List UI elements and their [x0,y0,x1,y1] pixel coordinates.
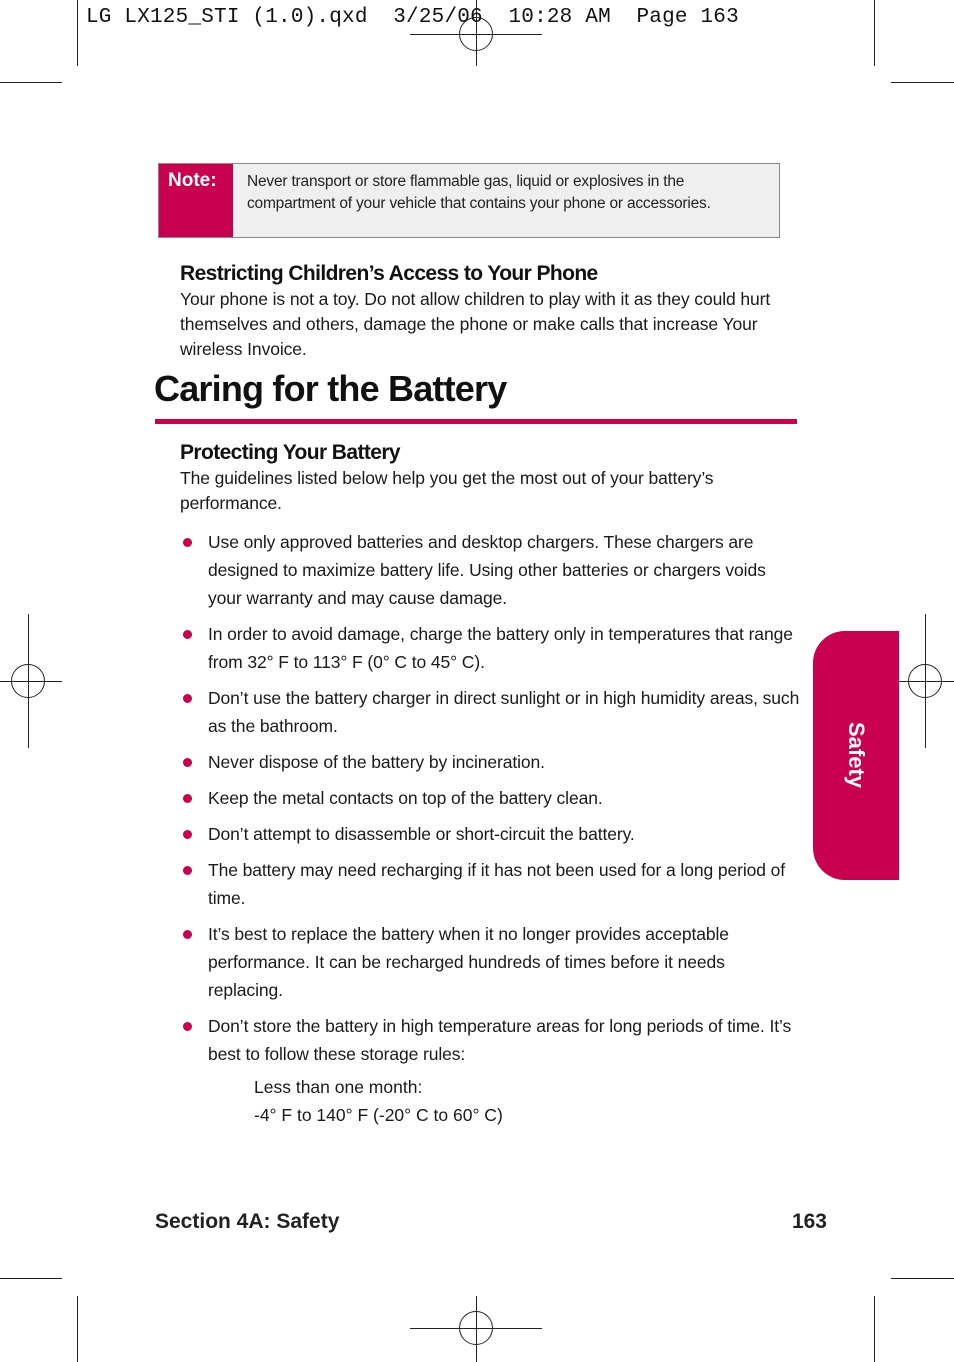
storage-rules [254,1073,503,1129]
bullet-icon [183,758,192,767]
registration-circle [459,1311,493,1345]
bullet-icon [183,930,192,939]
list-item-text: In order to avoid damage, charge the battery only in temperatures that range from 32° F to 113° F (0° C to 45° C). [208,624,793,672]
registration-circle [11,664,45,698]
bullet-icon [183,794,192,803]
crop-mark [0,82,62,83]
list-item-text: Use only approved batteries and desktop chargers. These chargers are designed to maximize battery life. Using other batteries or chargers voids your warranty and may cause damage. [208,532,766,608]
bullet-icon [183,694,192,703]
print-slug: LG LX125_STI (1.0).qxd 3/25/06 10:28 AM Page 163 [86,6,739,29]
bullet-icon [183,538,192,547]
bullet-icon [183,830,192,839]
list-item-text: Never dispose of the battery by incineration. [208,752,545,772]
list-item-text: The battery may need recharging if it has not been used for a long period of time. [208,860,786,908]
storage-rule-range: -4° F to 140° F (-20° C to 60° C) [254,1105,503,1125]
section-side-tab-label: Safety [844,721,869,789]
restricting-section [180,262,800,362]
note-box [158,163,780,238]
list-item [180,1012,800,1068]
crop-mark [891,1278,954,1279]
registration-circle [908,664,942,698]
crop-mark [77,0,78,66]
protecting-section [180,441,790,516]
list-item [180,784,800,812]
storage-rule-label: Less than one month: [254,1077,423,1097]
bullet-icon [183,1022,192,1031]
footer-section-label: Section 4A: Safety [155,1210,340,1233]
battery-guidelines-list [180,528,800,1076]
page-title: Caring for the Battery [154,368,507,409]
crop-mark [0,1278,62,1279]
bullet-icon [183,630,192,639]
list-item-text: Keep the metal contacts on top of the battery clean. [208,788,603,808]
protecting-intro: The guidelines listed below help you get the most out of your battery’s performance. [180,468,714,513]
list-item-text: Don’t store the battery in high temperature areas for long periods of time. It’s best to follow these storage rules: [208,1016,792,1064]
list-item [180,684,800,740]
crop-mark [77,1296,78,1362]
list-item [180,856,800,912]
title-rule [155,419,797,424]
protecting-heading: Protecting Your Battery [180,441,400,464]
list-item [180,620,800,676]
note-label: Note: [159,164,233,237]
list-item-text: Don’t use the battery charger in direct sunlight or in high humidity areas, such as the bathroom. [208,688,800,736]
list-item [180,820,800,848]
list-item-text: It’s best to replace the battery when it no longer provides acceptable performance. It can be recharged hundreds of times before it needs replacing. [208,924,729,1000]
crop-mark [874,1296,875,1362]
list-item [180,748,800,776]
bullet-icon [183,866,192,875]
crop-mark [874,0,875,66]
list-item-text: Don’t attempt to disassemble or short-circuit the battery. [208,824,635,844]
footer-page-number: 163 [791,1210,827,1233]
restricting-body: Your phone is not a toy. Do not allow children to play with it as they could hurt themselves and others, damage the phone or make calls that increase Your wireless Invoice. [180,289,771,359]
note-text: Never transport or store flammable gas, liquid or explosives in the compartment of your vehicle that contains your phone or accessories. [247,173,711,212]
list-item [180,528,800,612]
list-item [180,920,800,1004]
restricting-heading: Restricting Children’s Access to Your Phone [180,262,598,285]
crop-mark [891,82,954,83]
